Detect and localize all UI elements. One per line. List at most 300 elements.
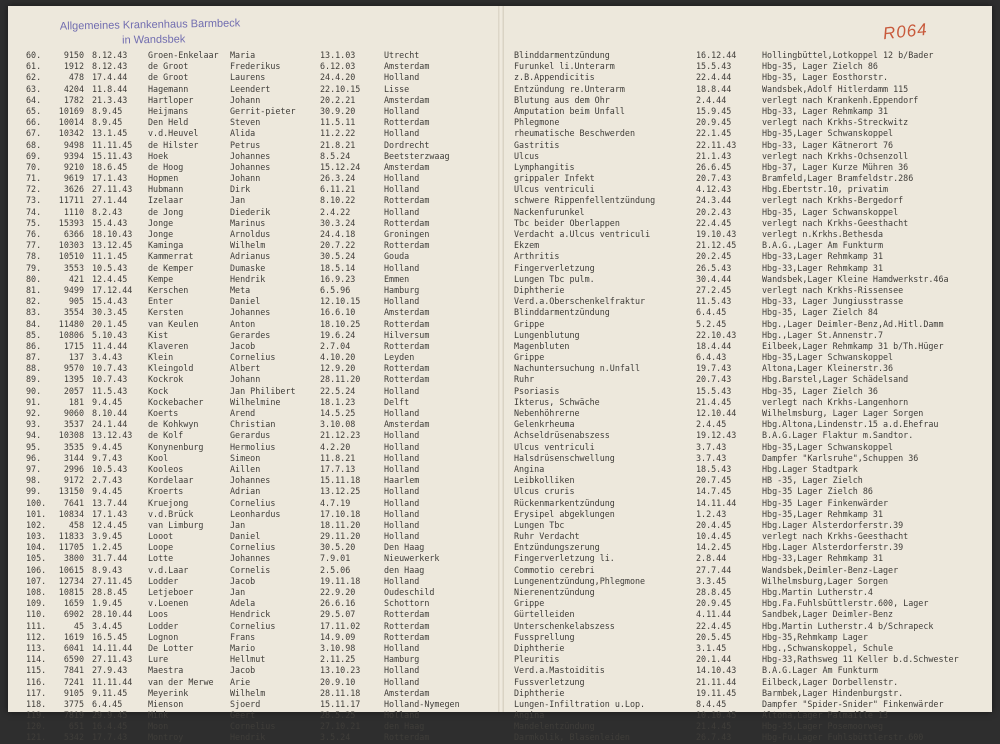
birth-date: 30.3.24	[320, 217, 356, 228]
birth-date: 24.4.18	[320, 229, 356, 239]
birth-place: Rotterdam	[384, 363, 430, 374]
entry-number: 72.	[26, 184, 42, 195]
discharge-date: 2.4.44	[696, 94, 727, 105]
patient-id: 1395	[63, 374, 84, 385]
admission-date: 28.10.44	[92, 609, 133, 620]
entry-number: 60.	[26, 50, 42, 60]
first-name: Gerrit-pieter	[230, 105, 296, 116]
admission-date: 15.4.43	[92, 296, 128, 307]
register-row-right	[514, 106, 984, 117]
surname: Koerts	[148, 408, 179, 418]
birth-place: Holland	[384, 531, 420, 542]
admission-date: 6.4.45	[92, 698, 123, 709]
entry-number: 99.	[26, 486, 42, 497]
entry-number: 105.	[26, 553, 47, 564]
surname: Mienson	[148, 698, 184, 709]
surname: Enter	[148, 296, 174, 307]
patient-id: 3553	[63, 262, 84, 273]
disposition: Hbg.,Schwanskoppel, Schule	[762, 642, 894, 653]
surname: Klaveren	[148, 340, 189, 351]
register-row-left	[26, 587, 494, 598]
admission-date: 9.4.45	[92, 486, 123, 497]
patient-id: 9570	[63, 363, 84, 374]
entry-number: 86.	[26, 340, 42, 351]
entry-number: 65.	[26, 105, 42, 116]
entry-number: 113.	[26, 642, 47, 653]
birth-date: 8.10.22	[320, 195, 356, 206]
first-name: Maria	[230, 50, 256, 60]
surname: Kammerrat	[148, 251, 194, 262]
birth-place: Holland	[384, 105, 420, 116]
register-row-left	[26, 50, 494, 61]
admission-date: 1.9.45	[92, 598, 123, 609]
first-name: Jacob	[230, 340, 256, 351]
patient-id: 2996	[63, 463, 84, 474]
discharge-date: 8.4.45	[696, 698, 727, 709]
disposition: Hbg-35, Lager Zielch 84	[762, 307, 878, 318]
patient-id: 458	[68, 519, 84, 530]
birth-place: Nieuwerkerk	[384, 553, 440, 564]
register-row-right	[514, 509, 984, 520]
birth-date: 12.9.20	[320, 363, 356, 374]
disposition: Hbg.Lager Stadtpark	[762, 463, 858, 474]
register-row-right	[514, 688, 984, 699]
register-row-right	[514, 319, 984, 330]
first-name: Jacob	[230, 575, 256, 586]
entry-number: 87.	[26, 352, 42, 363]
birth-place: Holland	[384, 452, 420, 463]
register-row-right	[514, 576, 984, 587]
birth-place: Amsterdam	[384, 419, 430, 430]
register-row-right	[514, 464, 984, 475]
discharge-date: 27.7.44	[696, 564, 732, 575]
first-name: Johann	[230, 94, 261, 105]
first-name: Adrianus	[230, 251, 271, 262]
birth-date: 27.10.21	[320, 721, 361, 732]
patient-id: 137	[68, 352, 84, 363]
first-name: Johannes	[230, 475, 271, 486]
patient-id: 651	[68, 721, 84, 732]
register-row-left	[26, 732, 494, 743]
surname: Klein	[148, 352, 174, 363]
surname: Jonge	[148, 217, 174, 228]
register-row-right	[514, 587, 984, 598]
first-name: Arnoldus	[230, 229, 271, 239]
birth-place: den Haag	[384, 721, 425, 732]
surname: Kruejong	[148, 497, 189, 508]
disposition: Hbg-35, Lager Zielch 36	[762, 385, 878, 396]
disposition: Hollingbüttel,Lotkoppel 12 b/Bader	[762, 50, 934, 60]
surname: Kooleos	[148, 463, 184, 474]
register-row-left	[26, 408, 494, 419]
disposition: verlegt nach Krkhs-Ochsenzoll	[762, 150, 909, 161]
register-row-left	[26, 419, 494, 430]
diagnosis: Rückenmarkentzündung	[514, 497, 615, 508]
first-name: Johann	[230, 173, 261, 184]
birth-place: Dordrecht	[384, 139, 430, 150]
register-row-right	[514, 218, 984, 229]
surname: Hoek	[148, 150, 169, 161]
entry-number: 81.	[26, 284, 42, 295]
first-name: Hermolius	[230, 441, 276, 452]
entry-number: 118.	[26, 698, 47, 709]
disposition: Hbg-35,Lager Schwanskoppel	[762, 352, 894, 363]
discharge-date: 12.10.44	[696, 408, 737, 418]
entry-number: 75.	[26, 217, 42, 228]
register-row-left	[26, 184, 494, 195]
entry-number: 111.	[26, 620, 47, 631]
admission-date: 17.12.44	[92, 284, 133, 295]
admission-date: 9.4.45	[92, 396, 123, 407]
register-row-right	[514, 240, 984, 251]
first-name: Cornelius	[230, 497, 276, 508]
register-row-left	[26, 173, 494, 184]
register-row-right	[514, 352, 984, 363]
diagnosis: Ulcus cruris	[514, 486, 575, 497]
register-row-left	[26, 721, 494, 732]
entry-number: 64.	[26, 94, 42, 105]
patient-id: 421	[68, 273, 84, 284]
diagnosis: Ulcus ventriculi	[514, 441, 595, 452]
surname: Kordelaar	[148, 475, 194, 486]
entry-number: 63.	[26, 83, 42, 94]
register-row-left	[26, 341, 494, 352]
register-row-right	[514, 643, 984, 654]
disposition: Barmbek,Lager Hindenburgstr.	[762, 687, 904, 698]
register-row-right	[514, 699, 984, 710]
admission-date: 11.4.44	[92, 340, 128, 351]
birth-date: 4.7.19	[320, 497, 351, 508]
entry-number: 112.	[26, 631, 47, 642]
patient-id: 3144	[63, 452, 84, 463]
admission-date: 15.11.43	[92, 150, 133, 161]
patient-id: 181	[68, 396, 84, 407]
register-row-right	[514, 84, 984, 95]
register-row-left	[26, 363, 494, 374]
disposition: verlegt n.Krkhs.Bethesda	[762, 229, 884, 239]
birth-date: 13.1.03	[320, 50, 356, 60]
entry-number: 95.	[26, 441, 42, 452]
disposition: Hbg.,Lager St.Annenstr.7	[762, 329, 884, 340]
birth-place: Rotterdam	[384, 620, 430, 631]
first-name: Leendert	[230, 83, 271, 94]
patient-id: 905	[68, 296, 84, 307]
surname: v.d.Heuvel	[148, 128, 199, 139]
register-row-right	[514, 50, 984, 61]
diagnosis: Gelenkrheuma	[514, 419, 575, 430]
register-row-right	[514, 430, 984, 441]
entry-number: 71.	[26, 173, 42, 184]
surname: Lodder	[148, 575, 179, 586]
entry-number: 119.	[26, 710, 47, 721]
first-name: Cornelius	[230, 721, 276, 732]
admission-date: 8.10.44	[92, 408, 128, 418]
entry-number: 90.	[26, 385, 42, 396]
surname: v.d.Brück	[148, 508, 194, 519]
diagnosis: Grippe	[514, 598, 545, 609]
register-row-left	[26, 632, 494, 643]
discharge-date: 16.12.44	[696, 50, 737, 60]
patient-id: 7241	[63, 676, 84, 687]
surname: Kerschen	[148, 284, 189, 295]
hospital-stamp	[60, 16, 241, 49]
patient-id: 15393	[58, 217, 84, 228]
diagnosis: Diphtherie	[514, 642, 565, 653]
register-row-right	[514, 374, 984, 385]
patient-id: 7819	[63, 710, 84, 721]
discharge-date: 4.12.43	[696, 184, 732, 195]
first-name: Cornelius	[230, 620, 276, 631]
register-row-right	[514, 598, 984, 609]
birth-date: 11.5.11	[320, 117, 356, 128]
birth-date: 20.7.22	[320, 240, 356, 251]
admission-date: 9.4.45	[92, 441, 123, 452]
birth-date: 2.11.25	[320, 654, 356, 665]
admission-date: 13.12.45	[92, 240, 133, 251]
register-row-right	[514, 140, 984, 151]
entry-number: 102.	[26, 519, 47, 530]
patient-id: 12734	[58, 575, 84, 586]
diagnosis: Ulcus ventriculi	[514, 184, 595, 195]
patient-id: 9210	[63, 161, 84, 172]
surname: Groen-Enkelaar	[148, 50, 219, 60]
register-row-left	[26, 643, 494, 654]
discharge-date: 22.11.43	[696, 139, 737, 150]
discharge-date: 19.7.43	[696, 363, 732, 374]
disposition: Hbg-Fu.Lager Fuhlsbüttlerstr.600	[762, 732, 924, 743]
disposition: Hbg-35,Rehmkamp Lager	[762, 631, 868, 642]
discharge-date: 20.9.45	[696, 117, 732, 128]
disposition: Hbg-35, Lager Schwanskoppel	[762, 206, 899, 217]
entry-number: 114.	[26, 654, 47, 665]
register-row-right	[514, 531, 984, 542]
admission-date: 16.4.45	[92, 721, 128, 732]
register-row-right	[514, 419, 984, 430]
discharge-date: 30.4.44	[696, 273, 732, 284]
diagnosis: Ruhr Verdacht	[514, 531, 580, 542]
surname: Hartloper	[148, 94, 194, 105]
diagnosis: Angina	[514, 710, 545, 721]
patient-id: 1619	[63, 631, 84, 642]
disposition: B.A.G.Lager Flaktur m.Sandtor.	[762, 430, 914, 441]
disposition: Hbg.Ebertstr.10, privatim	[762, 184, 889, 195]
diagnosis: z.B.Appendicitis	[514, 72, 595, 83]
entry-number: 94.	[26, 430, 42, 441]
birth-place: Holland	[384, 408, 420, 418]
birth-date: 6.12.03	[320, 61, 356, 72]
birth-place: Holland	[384, 128, 420, 139]
register-row-right	[514, 274, 984, 285]
entry-number: 84.	[26, 318, 42, 329]
patient-id: 9394	[63, 150, 84, 161]
first-name: Meta	[230, 284, 251, 295]
discharge-date: 6.4.45	[696, 307, 727, 318]
discharge-date: 27.2.45	[696, 284, 732, 295]
register-row-left	[26, 95, 494, 106]
birth-date: 11.8.21	[320, 452, 356, 463]
discharge-date: 1.2.43	[696, 508, 727, 519]
register-row-left	[26, 475, 494, 486]
register-row-left	[26, 520, 494, 531]
diagnosis: Gastritis	[514, 139, 560, 150]
diagnosis: Ruhr	[514, 374, 535, 385]
register-row-left	[26, 195, 494, 206]
discharge-date: 18.5.43	[696, 463, 732, 474]
surname: de Hilster	[148, 139, 199, 150]
birth-place: Holland	[384, 676, 420, 687]
birth-place: Schottorn	[384, 598, 430, 609]
disposition: Eilbeck,Lager Dorbellenstr.	[762, 676, 899, 687]
admission-date: 12.4.45	[92, 519, 128, 530]
first-name: Frans	[230, 631, 256, 642]
surname: Kleingold	[148, 363, 194, 374]
disposition: Hbg.Martin Lutherstr.4	[762, 587, 873, 597]
patient-id: 45	[73, 620, 84, 631]
disposition: Hbg-33, Lager Kätnerort 76	[762, 139, 894, 150]
birth-date: 21.12.23	[320, 430, 361, 441]
entry-number: 103.	[26, 531, 47, 542]
entry-number: 79.	[26, 262, 42, 273]
register-row-right	[514, 363, 984, 374]
discharge-date: 3.3.45	[696, 575, 727, 586]
register-row-right	[514, 565, 984, 576]
register-row-right	[514, 609, 984, 620]
discharge-date: 3.1.45	[696, 642, 727, 653]
diagnosis: Lungenblutung	[514, 329, 580, 340]
admission-date: 27.11.43	[92, 184, 133, 195]
diagnosis: Angina	[514, 463, 545, 474]
discharge-date: 20.9.45	[696, 598, 732, 609]
disposition: Hbg-33,Lager Rehmkamp 31	[762, 553, 884, 564]
diagnosis: Fussverletzung	[514, 676, 585, 687]
diagnosis: grippaler Infekt	[514, 173, 595, 184]
register-row-right	[514, 553, 984, 564]
disposition: Hbg-33,Rathsweg 11 Keller b.d.Schwester	[762, 654, 959, 665]
register-row-right	[514, 330, 984, 341]
patient-id: 7841	[63, 665, 84, 676]
disposition: Hbg.Lager Alsterdorferstr.39	[762, 519, 904, 530]
register-row-left	[26, 553, 494, 564]
first-name: Arie	[230, 676, 251, 687]
diagnosis: schwere Rippenfellentzündung	[514, 195, 656, 206]
register-row-left	[26, 565, 494, 576]
diagnosis: Phlegmone	[514, 117, 560, 128]
birth-date: 3.5.24	[320, 732, 351, 743]
admission-date: 17.7.43	[92, 732, 128, 743]
surname: van Keulen	[148, 318, 199, 329]
discharge-date: 2.8.44	[696, 553, 727, 564]
entry-number: 82.	[26, 296, 42, 307]
surname: de Kohkwyn	[148, 419, 199, 430]
register-row-right	[514, 251, 984, 262]
register-row-right	[514, 307, 984, 318]
patient-id: 4204	[63, 83, 84, 94]
first-name: Anton	[230, 318, 256, 329]
register-row-left	[26, 598, 494, 609]
discharge-date: 11.5.43	[696, 296, 732, 307]
patient-id: 9498	[63, 139, 84, 150]
diagnosis: Pleuritis	[514, 654, 560, 665]
register-row-left	[26, 486, 494, 497]
register-row-right	[514, 296, 984, 307]
register-row-left	[26, 229, 494, 240]
disposition: Hbg-35 Lager Finkenwärder	[762, 497, 889, 508]
register-row-left	[26, 430, 494, 441]
discharge-date: 21.4.45	[696, 721, 732, 732]
birth-place: Oudeschild	[384, 587, 435, 597]
birth-place: Hamburg	[384, 654, 420, 665]
birth-date: 28.11.20	[320, 374, 361, 385]
birth-place: Holland	[384, 262, 420, 273]
birth-place: Holland	[384, 430, 420, 441]
diagnosis: Ulcus	[514, 150, 540, 161]
admission-date: 11.5.43	[92, 385, 128, 396]
admission-date: 8.12.43	[92, 61, 128, 72]
entry-number: 91.	[26, 396, 42, 407]
discharge-date: 19.10.43	[696, 229, 737, 239]
diagnosis: Fussprellung	[514, 631, 575, 642]
surname: Kist	[148, 329, 169, 340]
surname: Lure	[148, 654, 169, 665]
first-name: Aillen	[230, 463, 261, 474]
birth-place: Rotterdam	[384, 374, 430, 385]
admission-date: 3.4.43	[92, 352, 123, 363]
diagnosis: Grippe	[514, 352, 545, 363]
surname: de Jong	[148, 206, 184, 217]
surname: de Kolf	[148, 430, 184, 441]
diagnosis: Fingerverletzung	[514, 262, 595, 273]
admission-date: 8.12.43	[92, 50, 128, 60]
first-name: Hendrick	[230, 609, 271, 620]
first-name: Geert	[230, 710, 256, 721]
birth-place: Den Haag	[384, 542, 425, 553]
register-row-left	[26, 677, 494, 688]
first-name: Wilhelm	[230, 240, 266, 251]
register-row-right	[514, 475, 984, 486]
birth-date: 22.9.20	[320, 587, 356, 597]
diagnosis: Tbc beider Oberlappen	[514, 217, 620, 228]
entry-number: 66.	[26, 117, 42, 128]
patient-id: 11705	[58, 542, 84, 553]
patient-id: 2057	[63, 385, 84, 396]
entry-number: 89.	[26, 374, 42, 385]
disposition: verlegt nach Krkhs-Geesthacht	[762, 531, 909, 542]
register-row-left	[26, 72, 494, 83]
birth-date: 18.11.20	[320, 519, 361, 530]
entry-number: 117.	[26, 687, 47, 698]
birth-place: Holland	[384, 710, 420, 721]
entry-number: 68.	[26, 139, 42, 150]
discharge-date: 21.12.45	[696, 240, 737, 251]
birth-place: Gouda	[384, 251, 410, 262]
stamp-line-2: in Wandsbek	[122, 33, 186, 47]
register-row-right	[514, 397, 984, 408]
admission-date: 13.12.43	[92, 430, 133, 441]
birth-place: Rotterdam	[384, 240, 430, 251]
birth-date: 30.5.24	[320, 251, 356, 262]
register-row-left	[26, 453, 494, 464]
entry-number: 106.	[26, 564, 47, 575]
first-name: Sjoerd	[230, 698, 261, 709]
first-name: Dirk	[230, 184, 251, 195]
surname: Kool	[148, 452, 169, 463]
register-row-left	[26, 397, 494, 408]
patient-id: 1912	[63, 61, 84, 72]
surname: v.Loenen	[148, 598, 189, 609]
disposition: verlegt nach Krankenh.Eppendorf	[762, 94, 919, 105]
admission-date: 16.5.45	[92, 631, 128, 642]
register-row-right	[514, 665, 984, 676]
